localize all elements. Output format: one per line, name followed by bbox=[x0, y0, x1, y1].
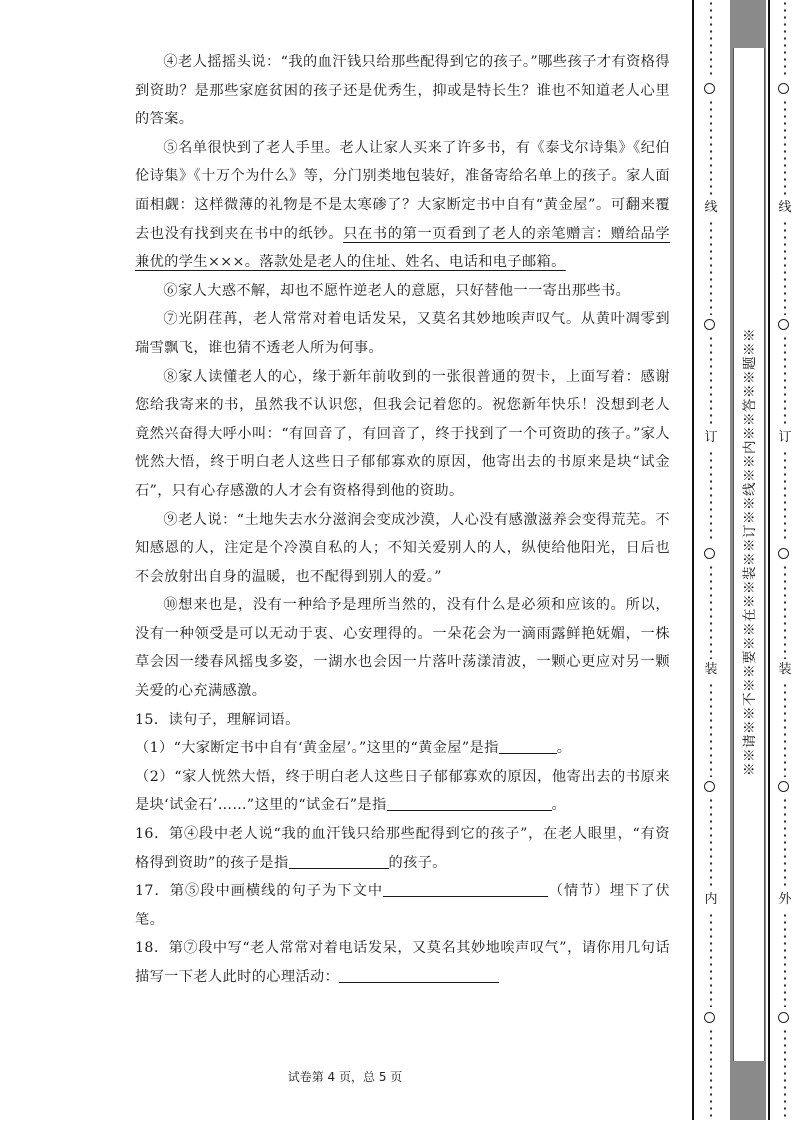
dotted-segment bbox=[783, 564, 787, 659]
dotted-segment bbox=[709, 450, 713, 543]
circle-marker bbox=[704, 319, 715, 330]
question-15-2-end: 。 bbox=[551, 797, 567, 814]
question-17 bbox=[135, 877, 670, 934]
outer-label-4: 外 bbox=[778, 892, 792, 907]
dotted-segment bbox=[783, 682, 787, 777]
binding-border-right bbox=[768, 0, 770, 1120]
dotted-segment bbox=[783, 912, 787, 1007]
outer-label-1: 线 bbox=[778, 200, 792, 215]
dotted-segment bbox=[709, 99, 713, 197]
question-18 bbox=[135, 934, 670, 991]
dotted-segment bbox=[783, 99, 787, 197]
paragraph-10: ⑩想来也是，没有一种给予是理所当然的，没有什么是必须和应该的。所以，没有一种领受是可以无动于衷、心安理得的。一朵花会为一滴雨露鲜艳妩媚，一株草会因一缕春风摇曳多姿，一湖水也会因一片落叶荡漾清波，一颗心更应对另一颗关爱的心充满感激。 bbox=[135, 597, 670, 700]
question-16-end: 的孩子。 bbox=[388, 854, 447, 871]
page-footer: 试卷第 4 页，总 5 页 bbox=[287, 1070, 403, 1084]
dotted-segment bbox=[783, 450, 787, 543]
circle-marker bbox=[704, 83, 715, 94]
question-15-1-end: 。 bbox=[556, 740, 572, 757]
dotted-segment bbox=[709, 220, 713, 315]
inner-label-2: 订 bbox=[704, 430, 718, 445]
circle-marker bbox=[778, 319, 789, 330]
circle-marker bbox=[704, 1012, 715, 1023]
dotted-segment bbox=[709, 564, 713, 659]
paragraph-7: ⑦光阴荏苒，老人常常对着电话发呆，又莫名其妙地唉声叹气。从黄叶凋零到瑞雪飘飞，谁也猜不透老人所为何事。 bbox=[135, 311, 670, 356]
dotted-segment bbox=[783, 797, 787, 890]
dotted-segment bbox=[783, 335, 787, 428]
dotted-segment bbox=[709, 682, 713, 777]
outer-binding-column bbox=[771, 0, 800, 1131]
binding-warning-text: ※※请※※不※※要※※在※※装※※订※※线※※内※※答※※题※※ bbox=[742, 328, 758, 776]
outer-label-2: 订 bbox=[778, 430, 792, 445]
circle-marker bbox=[778, 548, 789, 559]
question-17-text: 17．第⑤段中画横线的句子为下文中 bbox=[135, 883, 384, 900]
dotted-segment bbox=[709, 1028, 713, 1120]
circle-marker bbox=[778, 781, 789, 792]
question-16-text: 16．第④段中老人说“我的血汗钱只给那些配得到它的孩子”，在老人眼里，“有资格得到资助”的孩子是指 bbox=[135, 826, 670, 871]
paragraph-4: ④老人摇摇头说：“我的血汗钱只给那些配得到它的孩子。”哪些孩子才有资格得到资助？是那些家庭贫困的孩子还是优秀生，抑或是特长生？谁也不知道老人心里的答案。 bbox=[135, 54, 670, 128]
paragraph-6: ⑥家人大惑不解，却也不愿忤逆老人的意愿，只好替他一一寄出那些书。 bbox=[163, 282, 631, 299]
question-15-2 bbox=[135, 763, 670, 820]
inner-binding-column bbox=[697, 0, 727, 1131]
exam-content bbox=[135, 48, 670, 992]
answer-blank-16[interactable] bbox=[289, 850, 389, 869]
question-16 bbox=[135, 820, 670, 877]
question-15-1-text: （1）“大家断定书中自有‘黄金屋’。”这里的“黄金屋”是指 bbox=[135, 740, 499, 757]
circle-marker bbox=[704, 548, 715, 559]
outer-label-3: 装 bbox=[778, 662, 792, 677]
question-17-end: （情节）埋下了伏笔。 bbox=[135, 883, 671, 928]
answer-blank-15-1[interactable] bbox=[499, 735, 557, 754]
answer-blank-18[interactable] bbox=[339, 964, 499, 983]
dotted-segment bbox=[709, 335, 713, 428]
question-15-2-text: （2）“家人恍然大悟，终于明白老人这些日子郁郁寡欢的原因，他寄出去的书原来是块‘试金石’……”这里的“试金石”是指 bbox=[135, 768, 670, 814]
dotted-segment bbox=[783, 220, 787, 315]
answer-blank-17[interactable] bbox=[383, 878, 548, 897]
inner-label-1: 线 bbox=[704, 200, 718, 215]
dotted-segment bbox=[783, 0, 787, 78]
paragraph-9: ⑨老人说：“土地失去水分滋润会变成沙漠，人心没有感激滋养会变得荒芜。不知感恩的人，注定是个冷漠自私的人；不知关爱别人的人，纵使给他阳光，日后也不会放射出自身的温暖，也不配得到别人的爱。” bbox=[135, 511, 670, 585]
paragraph-5 bbox=[135, 134, 670, 277]
answer-blank-15-2[interactable] bbox=[387, 792, 552, 811]
question-15-title: 15．读句子，理解词语。 bbox=[135, 711, 300, 728]
circle-marker bbox=[778, 83, 789, 94]
paragraph-8: ⑧家人读懂老人的心，缘于新年前收到的一张很普通的贺卡，上面写着：感谢您给我寄来的书，虽然我不认识您，但我会记着您的。祝您新年快乐！没想到老人竟然兴奋得大呼小叫：“有回音了，有回音了，终于找到了一个可资助的孩子。”家人恍然大悟，终于明白老人这些日子郁郁寡欢的原因，他寄出去的书原来是块“试金石”，只有心存感激的人才会有资格得到他的资助。 bbox=[135, 368, 670, 499]
inner-label-3: 装 bbox=[704, 662, 718, 677]
question-18-text: 18．第⑦段中写“老人常常对着电话发呆，又莫名其妙地唉声叹气”，请你用几句话描写一下老人此时的心理活动： bbox=[135, 940, 670, 985]
circle-marker bbox=[778, 1012, 789, 1023]
dotted-segment bbox=[709, 0, 713, 78]
dotted-segment bbox=[709, 912, 713, 1007]
circle-marker bbox=[704, 781, 715, 792]
question-15-1 bbox=[135, 734, 670, 763]
dotted-segment bbox=[709, 797, 713, 890]
inner-label-4: 内 bbox=[704, 892, 718, 907]
paragraph-5-text: ⑤名单很快到了老人手里。老人让家人买来了许多书，有《泰戈尔诗集》《纪伯伦诗集》《十万个为什么》等，分门别类地包装好，准备寄给名单上的孩子。家人面面相觑：这样微薄的礼物是不是太寒碜了？大家断定书中自有“黄金屋”。可翻来覆去也没有找到夹在书中的纸钞。 bbox=[135, 139, 670, 242]
underlined-sentence: 只在书的第一页看到了老人的亲笔赠言：赠给品学兼优的学生×××。落款处是老人的住址、姓名、电话和电子邮箱。 bbox=[135, 225, 670, 271]
binding-border-left bbox=[692, 0, 694, 1120]
dotted-segment bbox=[783, 1028, 787, 1120]
